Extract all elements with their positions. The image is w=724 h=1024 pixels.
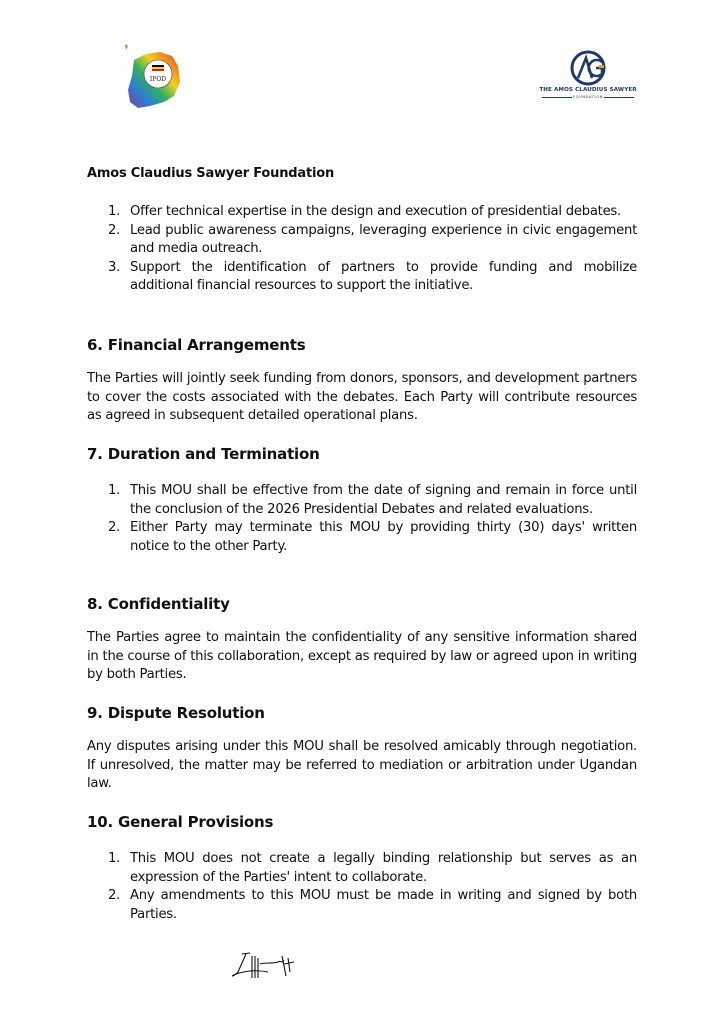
logo-subtitle: FOUNDATION: [573, 95, 603, 99]
section-heading-confidentiality: 8. Confidentiality: [87, 595, 230, 613]
ipod-logo: [120, 42, 186, 110]
signature-icon: [228, 950, 300, 982]
org-responsibilities-list: [87, 203, 637, 296]
acs-monogram-icon: [536, 50, 640, 86]
list-item: 1. This MOU shall be effective from the date of signing and remain in force until the conclusion of the 2026 Presidential Debates and related evaluations.: [108, 483, 637, 517]
section-heading-general: 10. General Provisions: [87, 813, 274, 831]
list-item: 1. Offer technical expertise in the design and execution of presidential debates.: [108, 204, 621, 219]
list-item: 1. This MOU does not create a legally binding relationship but serves as an expression of the Parties' intent to collaborate.: [108, 851, 637, 885]
list-item: 2. Any amendments to this MOU must be made in writing and signed by both Parties.: [108, 888, 637, 922]
signature: [228, 950, 300, 982]
section-heading-duration: 7. Duration and Termination: [87, 445, 320, 463]
list-item: 2. Either Party may terminate this MOU by providing thirty (30) days' written notice to the other Party.: [108, 520, 637, 554]
financial-paragraph: The Parties will jointly seek funding from donors, sponsors, and development partners to cover the costs associated with the debates. Each Party will contribute resources as agreed in subsequent detailed operational plans.: [87, 371, 637, 423]
divider: [604, 97, 634, 98]
section-heading-dispute: 9. Dispute Resolution: [87, 704, 265, 722]
list-item: 2. Lead public awareness campaigns, leveraging experience in civic engagement and media outreach.: [108, 222, 637, 256]
general-provisions-list: [87, 850, 637, 924]
section-heading-financial: 6. Financial Arrangements: [87, 336, 306, 354]
org-title: Amos Claudius Sawyer Foundation: [87, 166, 335, 181]
svg-text:IPOD: IPOD: [149, 76, 167, 83]
dispute-paragraph: Any disputes arising under this MOU shall be resolved amicably through negotiation. If unresolved, the matter may be referred to mediation or arbitration under Ugandan law.: [87, 739, 637, 791]
list-item: 3. Support the identification of partners to provide funding and mobilize additional financial resources to support the initiative.: [108, 259, 637, 293]
duration-list: [87, 482, 637, 556]
uganda-map-icon: [120, 42, 186, 110]
acs-foundation-logo: [536, 50, 640, 108]
logo-title: THE AMOS CLAUDIUS SAWYER: [539, 87, 637, 93]
confidentiality-paragraph: The Parties agree to maintain the confidentiality of any sensitive information shared in the course of this collaboration, except as required by law or agreed upon in writing by both Parties.: [87, 630, 637, 682]
